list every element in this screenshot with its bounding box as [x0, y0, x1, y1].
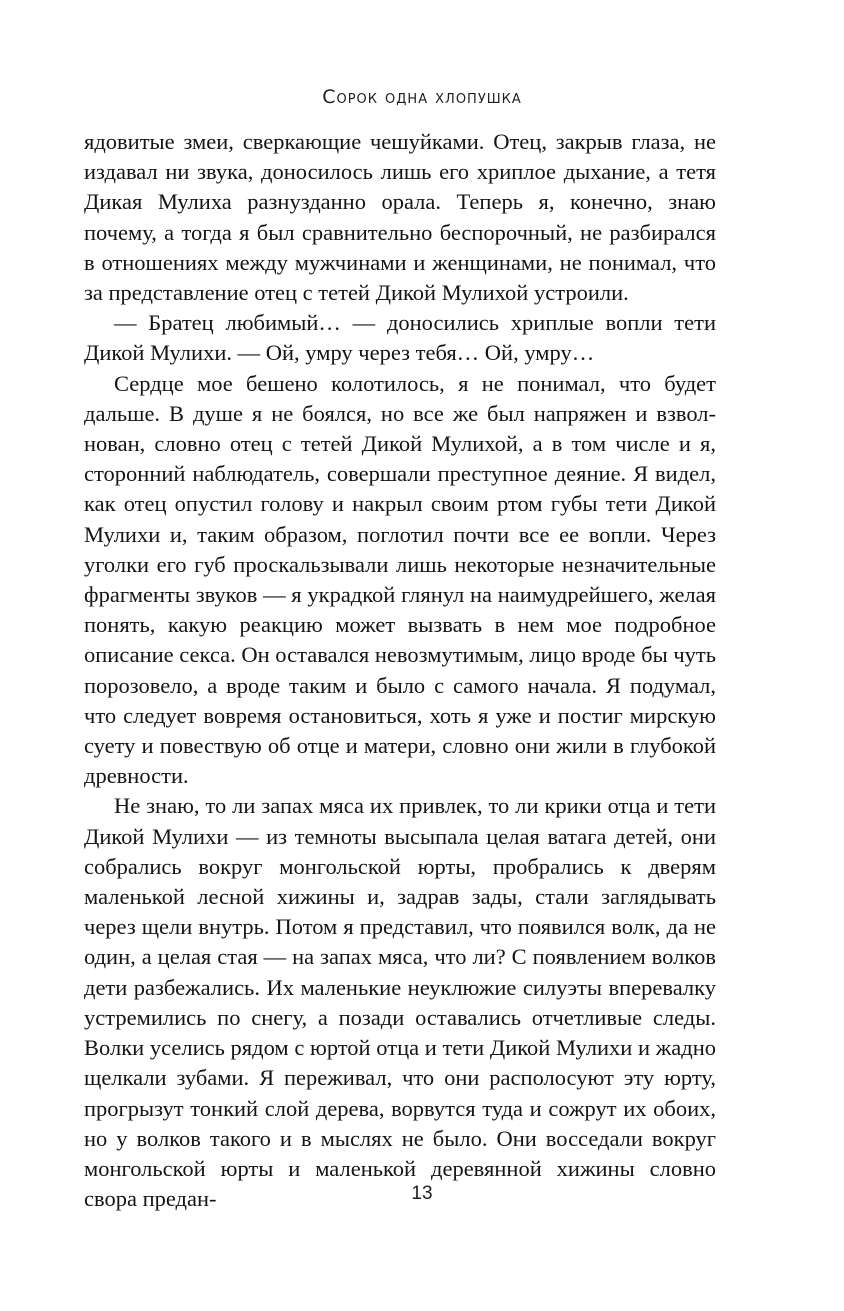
paragraph-continuation: ядовитые змеи, сверкающие чешуйками. Отец, закрыв глаза, не издавал ни звука, доносилось лишь его хриплое дыхание, а тетя Дикая Мулиха разнузданно орала. Теперь я, конечно, знаю почему, а тогда я был сравнительно беспорочный, не разбирался в отношениях между мужчинами и женщинами, не понимал, что за представление отец с тетей Дикой Мулихой устроили.	[84, 129, 716, 306]
running-head: Сорок одна хлопушка	[322, 86, 522, 108]
page-number: 13	[411, 1183, 433, 1204]
body-text	[84, 127, 716, 1214]
paragraph-wolves: Не знаю, то ли запах мяса их привлек, то ли крики отца и тети Дикой Мулихи — из темноты высыпала целая ватага детей, они собрались вокруг монгольской юрты, пробрались к дверям маленькой лесной хижины и, задрав зады, стали заглядывать через щели внутрь. Потом я представил, что появился волк, да не один, а целая стая — на запах мяса, что ли? С появлением волков дети разбежались. Их маленькие неуклюжие силуэты вперевалку устремились по снегу, а позади оставались отчетливые следы. Волки уселись рядом с юртой отца и тети Дикой Мулихи и жадно щелкали зубами. Я переживал, что они располосуют эту юрту, прогрызут тонкий слой дерева, ворвутся туда и сожрут их обоих, но у волков такого и в мыслях не было. Они восседали вокруг монгольской юрты и маленькой деревянной хижины словно свора предан-	[84, 793, 716, 1212]
paragraph-dialogue: — Братец любимый… — доносились хриплые вопли тети Дикой Мулихи. — Ой, умру через тебя… Ой, умру…	[84, 310, 716, 366]
paragraph-heart-pounding: Сердце мое бешено колотилось, я не понимал, что будет дальше. В душе я не боялся, но все же был напряжен и взволнован, словно отец с тетей Дикой Мулихой, а в том числе и я, сторонний наблюдатель, совершали преступное деяние. Я видел, как отец опустил голову и накрыл своим ртом губы тети Дикой Мулихи и, таким образом, поглотил почти все ее вопли. Через уголки его губ проскальзывали лишь некоторые незначительные фрагменты звуков — я украдкой глянул на наимудрейшего, желая понять, какую реакцию может вызвать в нем мое подробное описание секса. Он оставался невозмутимым, лицо вроде бы чуть порозовело, а вроде таким и было с самого начала. Я подумал, что следует вовремя остановиться, хоть я уже и постиг мирскую суету и повествую об отце и матери, словно они жили в глубокой древности.	[84, 370, 716, 789]
